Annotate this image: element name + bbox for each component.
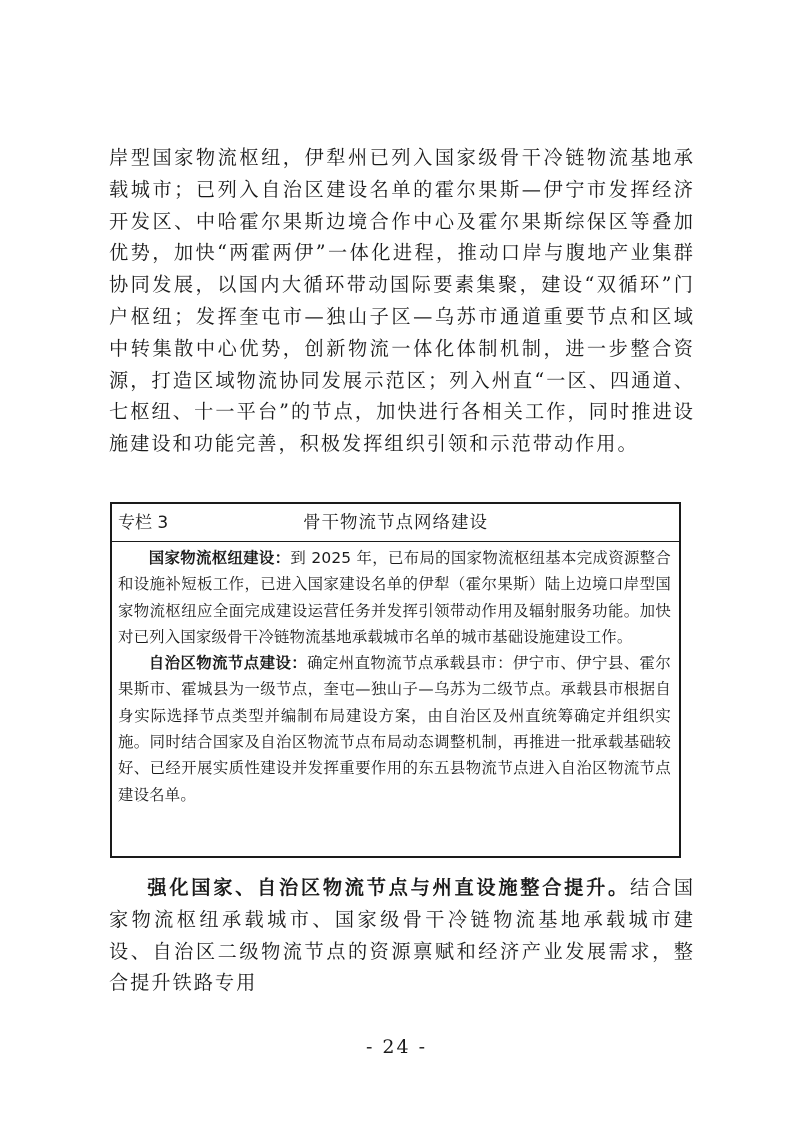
box-item-heading: 国家物流枢纽建设： [148,549,291,567]
special-column-header [112,504,679,542]
special-column-title: 骨干物流节点网络建设 [303,513,488,533]
special-column-label: 专栏 3 [118,513,169,533]
special-column-box [110,502,681,858]
box-item-text: 确定州直物流节点承载县市：伊宁市、伊宁县、霍尔果斯市、霍城县为一级节点，奎屯—独山子—乌苏为二级节点。承载县市根据自身实际选择节点类型并编制布局建设方案，由自治区及州直统筹确定并组织实施。同时结合国家及自治区物流节点布局动态调整机制，再推进一批承载基础较好、已经开展实质性建设并发挥重要作用的东五县物流节点进入自治区物流节点建设名单。 [118,654,671,804]
closing-text: 结合国家物流枢纽承载城市、国家级骨干冷链物流基地承载城市建设、自治区二级物流节点的资源禀赋和经济产业发展需求，整合提升铁路专用 [109,876,696,995]
closing-heading: 强化国家、自治区物流节点与州直设施整合提升。 [147,876,630,899]
closing-paragraph [109,872,695,999]
intro-paragraph: 岸型国家物流枢纽，伊犁州已列入国家级骨干冷链物流基地承载城市；已列入自治区建设名单的霍尔果斯—伊宁市发挥经济开发区、中哈霍尔果斯边境合作中心及霍尔果斯综保区等叠加优势，加快“两霍两伊”一体化进程，推动口岸与腹地产业集群协同发展，以国内大循环带动国际要素集聚，建设“双循环”门户枢纽；发挥奎屯市—独山子区—乌苏市通道重要节点和区域中转集散中心优势，创新物流一体化体制机制，进一步整合资源，打造区域物流协同发展示范区；列入州直“一区、四通道、七枢纽、十一平台”的节点，加快进行各相关工作，同时推进设施建设和功能完善，积极发挥组织引领和示范带动作用。 [109,146,695,456]
special-column-body [112,542,679,808]
page-number: - 24 - [365,1036,428,1058]
box-item-heading: 自治区物流节点建设： [148,654,308,673]
box-item-national-hub [118,545,671,650]
box-item-text: 到 2025 年，已布局的国家物流枢纽基本完成资源整合和设施补短板工作，已进入国家建设名单的伊犁（霍尔果斯）陆上边境口岸型国家物流枢纽应全面完成建设运营任务并发挥引领带动作用及辐射服务功能。加快对已列入国家级骨干冷链物流基地承载城市名单的城市基础设施建设工作。 [118,549,671,646]
box-item-regional-node [118,650,671,808]
